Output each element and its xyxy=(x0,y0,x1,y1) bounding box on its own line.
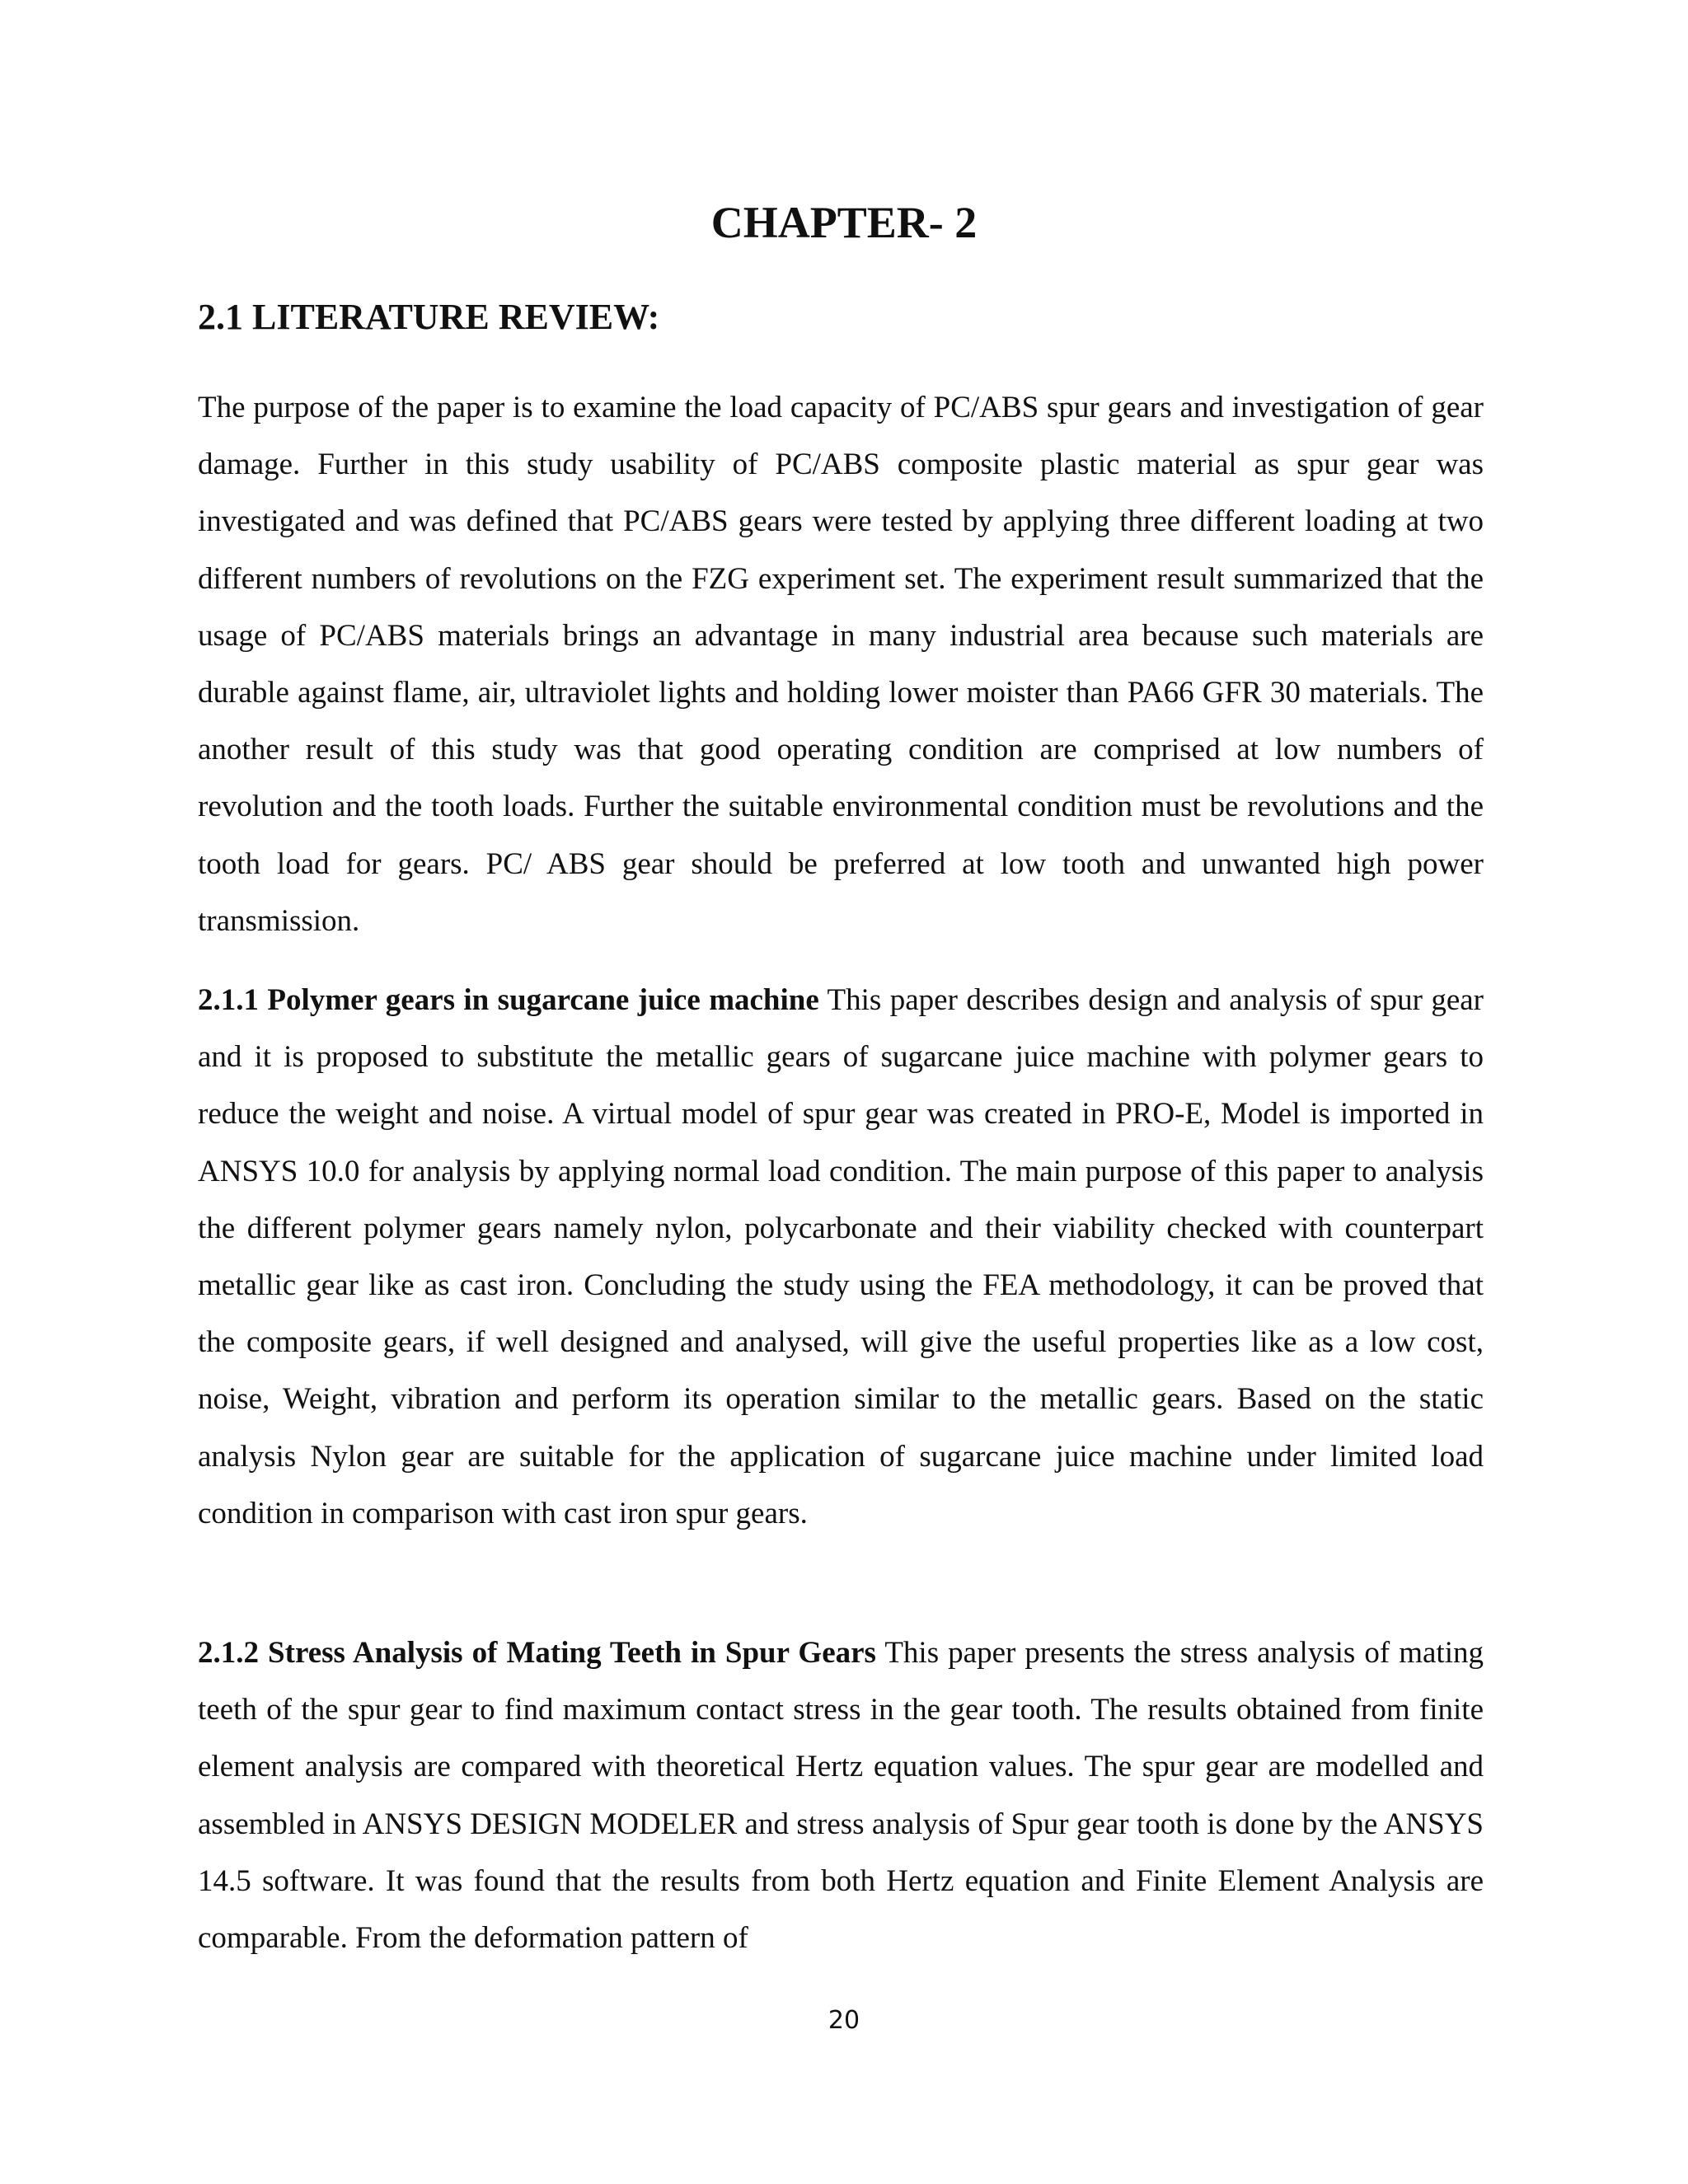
subsection-heading: 2.1.2 Stress Analysis of Mating Teeth in Spur Gears xyxy=(198,1636,876,1670)
subsection-paragraph-polymer-gears xyxy=(198,972,1484,1542)
section-heading: 2.1 LITERATURE REVIEW: xyxy=(198,297,660,337)
chapter-title: CHAPTER- 2 xyxy=(710,198,978,247)
subsection-paragraph-stress-analysis xyxy=(198,1624,1484,1966)
body-paragraph: The purpose of the paper is to examine the load capacity of PC/ABS spur gears and investigation of gear damage. Further in this study usability of PC/ABS composite plastic material as spur gear was investigated and was defined that PC/ABS gears were tested by applying three different loading at two different numbers of revolutions on the FZG experiment set. The experiment result summarized that the usage of PC/ABS materials brings an advantage in many industrial area because such materials are durable against flame, air, ultraviolet lights and holding lower moister than PA66 GFR 30 materials. The another result of this study was that good operating condition are comprised at low numbers of revolution and the tooth loads. Further the suitable environmental condition must be revolutions and the tooth load for gears. PC/ ABS gear should be preferred at low tooth and unwanted high power transmission. xyxy=(198,391,1484,938)
subsection-text: This paper presents the stress analysis of mating teeth of the spur gear to find maximum contact stress in the gear tooth. The results obtained from finite element analysis are compared with theoretical Hertz equation values. The spur gear are modelled and assembled in ANSYS DESIGN MODELER and stress analysis of Spur gear tooth is done by the ANSYS 14.5 software. It was found that the results from both Hertz equation and Finite Element Analysis are comparable. From the deformation pattern of xyxy=(198,1636,1484,1956)
subsection-heading: 2.1.1 Polymer gears in sugarcane juice machine xyxy=(198,983,819,1017)
subsection-text: This paper describes design and analysis of spur gear and it is proposed to substitute the metallic gears of sugarcane juice machine with polymer gears to reduce the weight and noise. A virtual model of spur gear was created in PRO-E, Model is imported in ANSYS 10.0 for analysis by applying normal load condition. The main purpose of this paper to analysis the different polymer gears namely nylon, polycarbonate and their viability checked with counterpart metallic gear like as cast iron. Concluding the study using the FEA methodology, it can be proved that the composite gears, if well designed and analysed, will give the useful properties like as a low cost, noise, Weight, vibration and perform its operation similar to the metallic gears. Based on the static analysis Nylon gear are suitable for the application of sugarcane juice machine under limited load condition in comparison with cast iron spur gears. xyxy=(198,983,1484,1530)
page-number: 20 xyxy=(828,2006,860,2035)
